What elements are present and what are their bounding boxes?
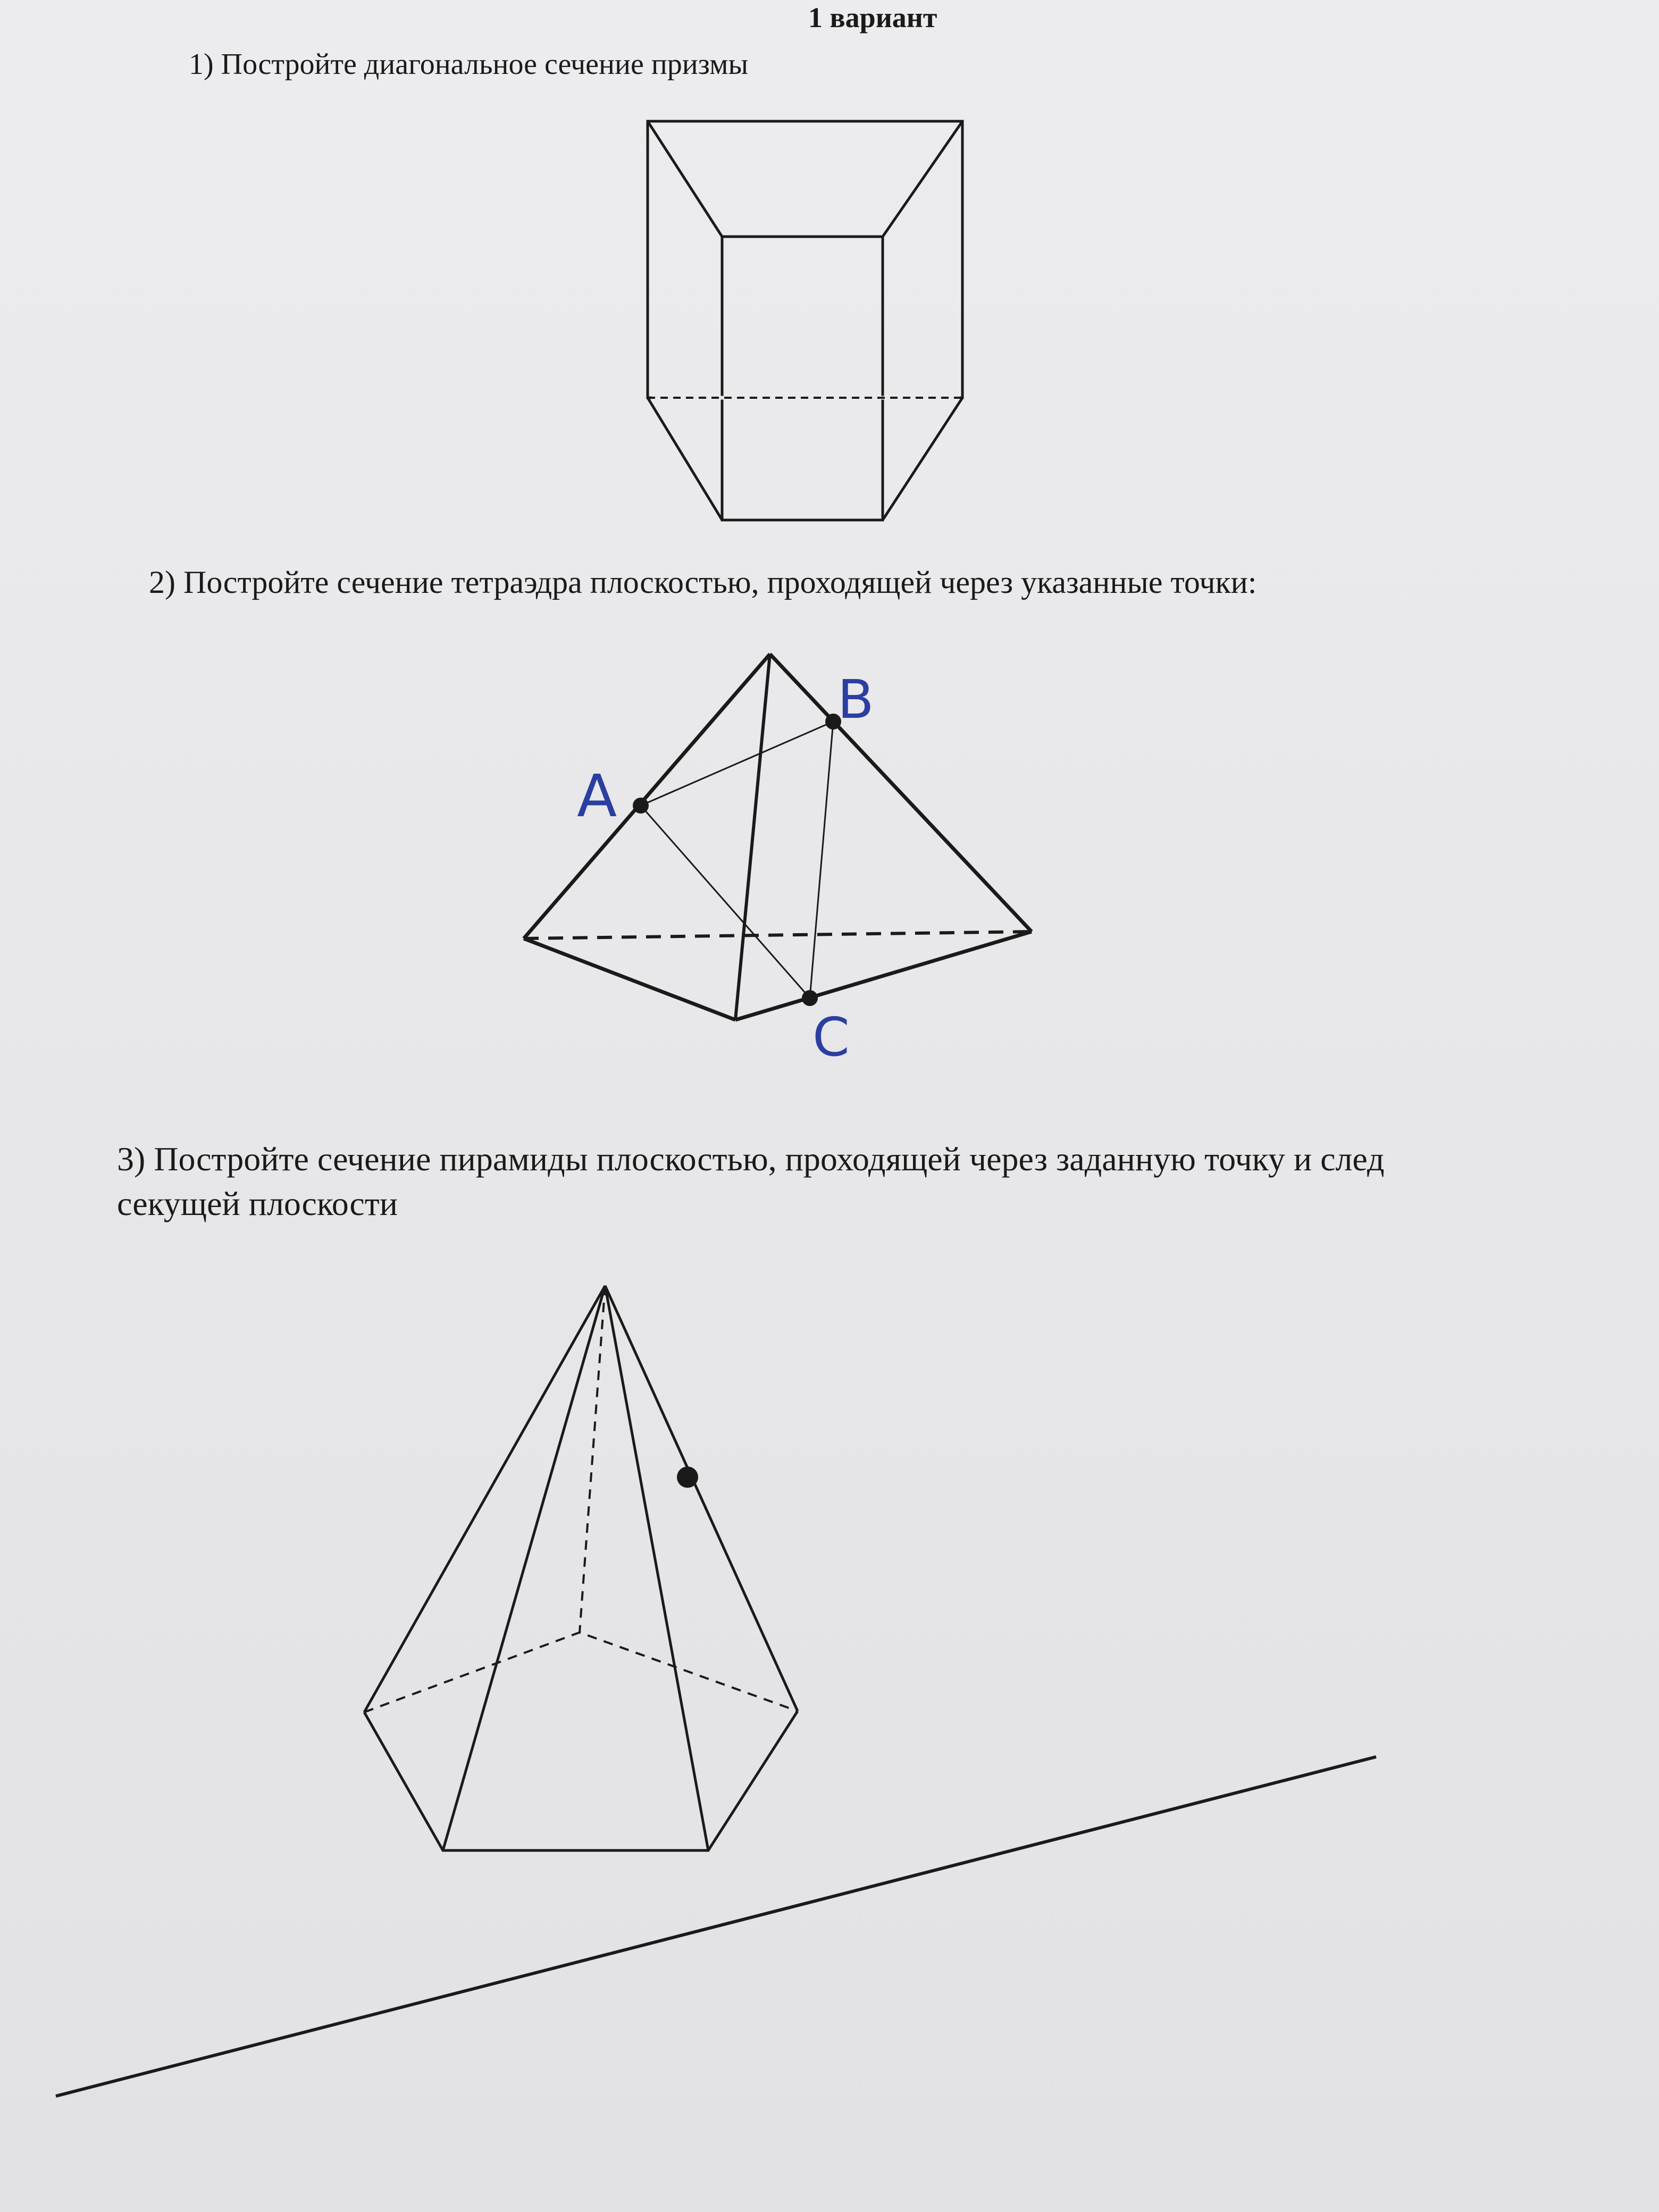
prism-edge (883, 398, 962, 520)
pyramid-figure (364, 1286, 798, 1850)
pyramid-edge (605, 1286, 798, 1711)
given-point-dot (677, 1467, 698, 1488)
pyramid-base-hidden (364, 1632, 798, 1712)
label-b: B (837, 668, 874, 731)
point-a-dot (633, 798, 649, 814)
cutting-plane-trace-line (56, 1757, 1376, 2096)
prism-figure (648, 121, 962, 520)
label-c: C (812, 1006, 850, 1068)
prism-back-face (648, 121, 962, 398)
pyramid-edge (364, 1286, 605, 1712)
prism-edge (648, 121, 722, 237)
pyramid-edge (443, 1286, 605, 1850)
task-2-statement: Постройте сечение тетраэдра плоскостью, проходящей через указанные точки: (183, 565, 1257, 600)
label-a: A (577, 762, 617, 830)
pyramid-hidden-edge (580, 1286, 605, 1632)
pyramid-base-visible (364, 1711, 798, 1850)
prism-front-face (722, 237, 883, 520)
tetra-hidden-edge (524, 932, 1032, 939)
tetra-edge-left-front (524, 939, 735, 1020)
variant-title: 1 вариант (808, 2, 937, 33)
tetra-edge-front-right (735, 932, 1032, 1020)
prism-edge (648, 398, 722, 520)
task-1-statement: Постройте диагональное сечение призмы (221, 48, 749, 81)
point-c-dot (802, 990, 818, 1006)
tetra-edge-top-left (524, 654, 770, 939)
section-line-ab (641, 722, 833, 806)
task-2-number: 2) (149, 565, 175, 600)
tetrahedron-figure (524, 654, 1032, 1020)
pyramid-edge (605, 1286, 708, 1850)
tetra-edge-top-right (770, 654, 1032, 932)
task-3-statement-line-2: секущей плоскости (117, 1185, 398, 1222)
section-line-bc (810, 722, 833, 998)
prism-edge (883, 121, 962, 237)
section-line-ac (641, 806, 810, 998)
task-3-number: 3) (117, 1140, 146, 1178)
task-3-statement-line-1: Постройте сечение пирамиды плоскостью, проходящей через заданную точку и след (154, 1140, 1385, 1178)
task-1-number: 1) (189, 48, 214, 81)
tetra-edge-top-front (735, 654, 770, 1020)
